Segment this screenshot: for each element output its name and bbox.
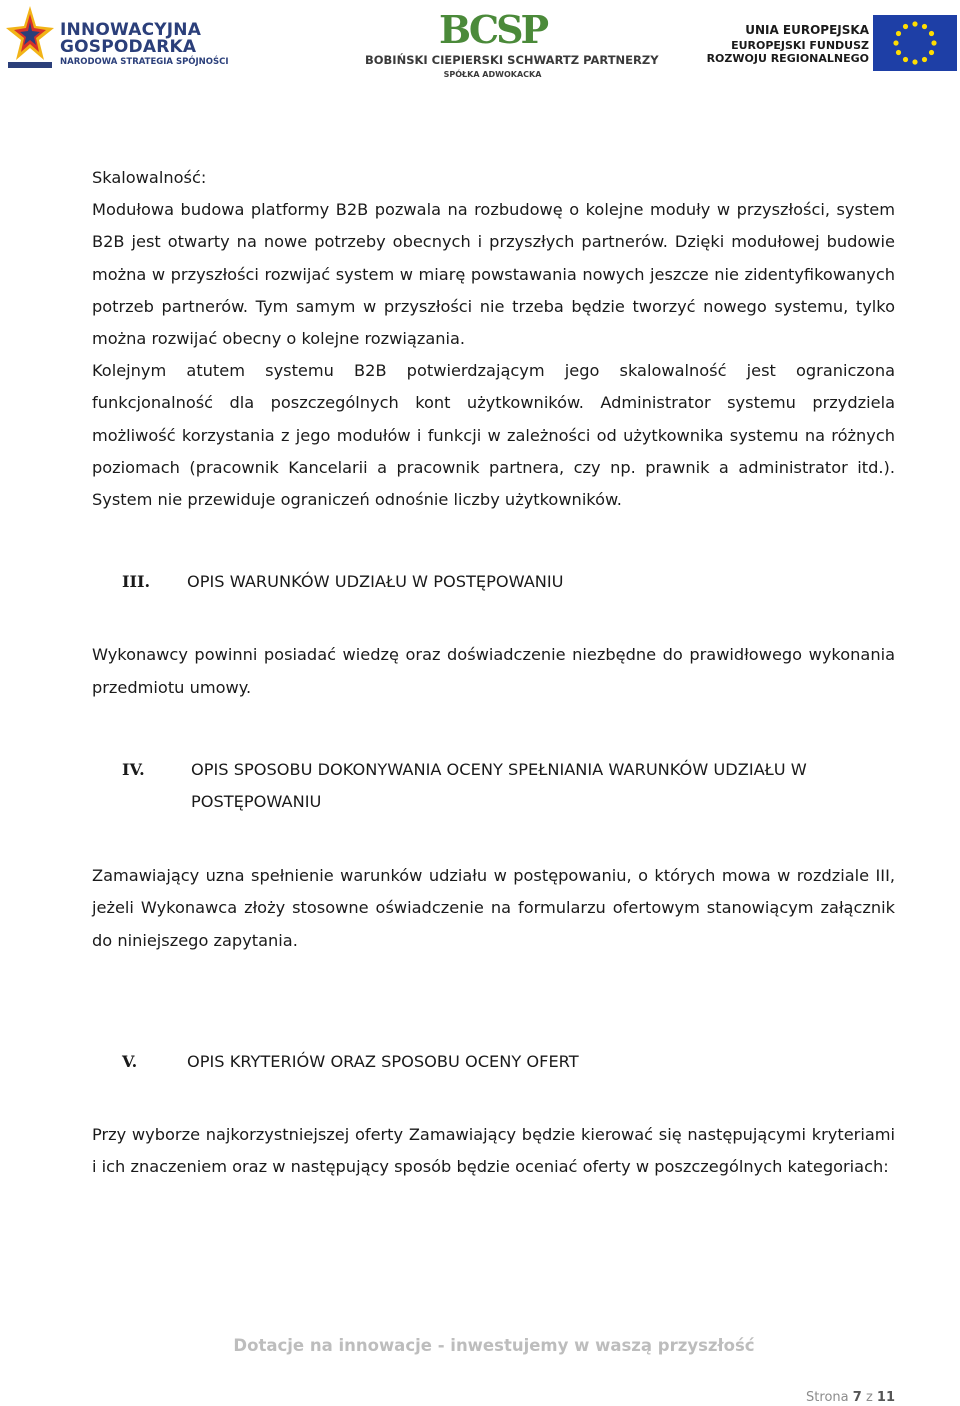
page-current: 7	[852, 1390, 862, 1405]
bcsp-mark: BCSP	[439, 7, 547, 52]
logo-text-strategia: NARODOWA STRATEGIA SPÓJNOŚCI	[60, 57, 229, 67]
scalability-paragraph-1: Modułowa budowa platformy B2B pozwala na rozbudowę o kolejne moduły w przyszłości, system B2B jest otwarty na nowe potrzeby obecnych i przyszłych partnerów. Dzięki modułowej budowie można w przyszłości rozwijać system w miarę powstawania nowych jeszcze nie zidentyfikowanych potrzeb partnerów. Tym samym w przyszłości nie trzeba będzie tworzyć nowego systemu, tylko można rozwijać obecny o kolejne rozwiązania.	[92, 200, 895, 349]
section-v-body: Przy wyborze najkorzystniejszej oferty Zamawiający będzie kierować się następującymi kryteriami i ich znaczeniem oraz w następujący sposób będzie oceniać oferty w poszczególnych kategoriach:	[92, 1125, 895, 1177]
bcsp-subtitle: SPÓŁKA ADWOKACKA	[443, 70, 542, 79]
eu-text-line2: EUROPEJSKI FUNDUSZ	[731, 39, 869, 52]
page-counter	[806, 1390, 895, 1405]
section-v-heading	[92, 1046, 895, 1078]
eu-logo	[706, 15, 957, 70]
page-total: 11	[876, 1390, 895, 1405]
scalability-title: Skalowalność:	[92, 168, 207, 187]
document-body	[92, 162, 895, 1183]
section-iii-body: Wykonawcy powinni posiadać wiedzę oraz doświadczenie niezbędne do prawidłowego wykonania przedmiotu umowy.	[92, 645, 895, 697]
section-iv-title: OPIS SPOSOBU DOKONYWANIA OCENY SPEŁNIANIA WARUNKÓW UDZIAŁU W POSTĘPOWANIU	[191, 759, 807, 812]
section-iv-number: IV.	[122, 759, 145, 779]
page-separator: z	[865, 1390, 873, 1405]
innowacyjna-gospodarka-logo	[4, 4, 229, 74]
section-iii-number: III.	[122, 572, 151, 592]
section-iii-title: OPIS WARUNKÓW UDZIAŁU W POSTĘPOWANIU	[187, 572, 564, 592]
section-iii-heading	[92, 566, 895, 598]
section-v-title: OPIS KRYTERIÓW ORAZ SPOSOBU OCENY OFERT	[187, 1051, 579, 1071]
page-header	[0, 0, 960, 90]
section-iv-body: Zamawiający uzna spełnienie warunków udziału w postępowaniu, o których mowa w rozdziale III, jeżeli Wykonawca złoży stosowne oświadczenie na formularzu ofertowym stanowiącym załącznik do niniejszego zapytania.	[92, 866, 895, 950]
star-emblem-icon	[4, 4, 56, 70]
logo-text-gospodarka: GOSPODARKA	[60, 37, 197, 57]
eu-text-line3: ROZWOJU REGIONALNEGO	[706, 52, 869, 65]
section-iv-heading	[92, 754, 895, 818]
logo-text-innowacyjna: INNOWACYJNA	[60, 20, 202, 40]
scalability-paragraph-2: Kolejnym atutem systemu B2B potwierdzającym jego skalowalność jest ograniczona funkcjonalność dla poszczególnych kont użytkowników. Administrator systemu przydziela możliwość korzystania z jego modułów i funkcji w zależności od użytkownika systemu na różnych poziomach (pracownik Kancelarii a pracownik partnera, czy np. prawnik a administrator itd.). System nie przewiduje ograniczeń odnośnie liczby użytkowników.	[92, 361, 895, 510]
page-label: Strona	[806, 1390, 849, 1405]
eu-flag-icon	[873, 15, 957, 71]
bcsp-logo	[365, 7, 659, 85]
bcsp-name: BOBIŃSKI CIEPIERSKI SCHWARTZ PARTNERZY	[365, 53, 659, 67]
footer-slogan: Dotacje na innowacje - inwestujemy w waszą przyszłość	[233, 1336, 755, 1355]
eu-text-line1: UNIA EUROPEJSKA	[745, 23, 869, 37]
section-v-number: V.	[122, 1051, 138, 1071]
